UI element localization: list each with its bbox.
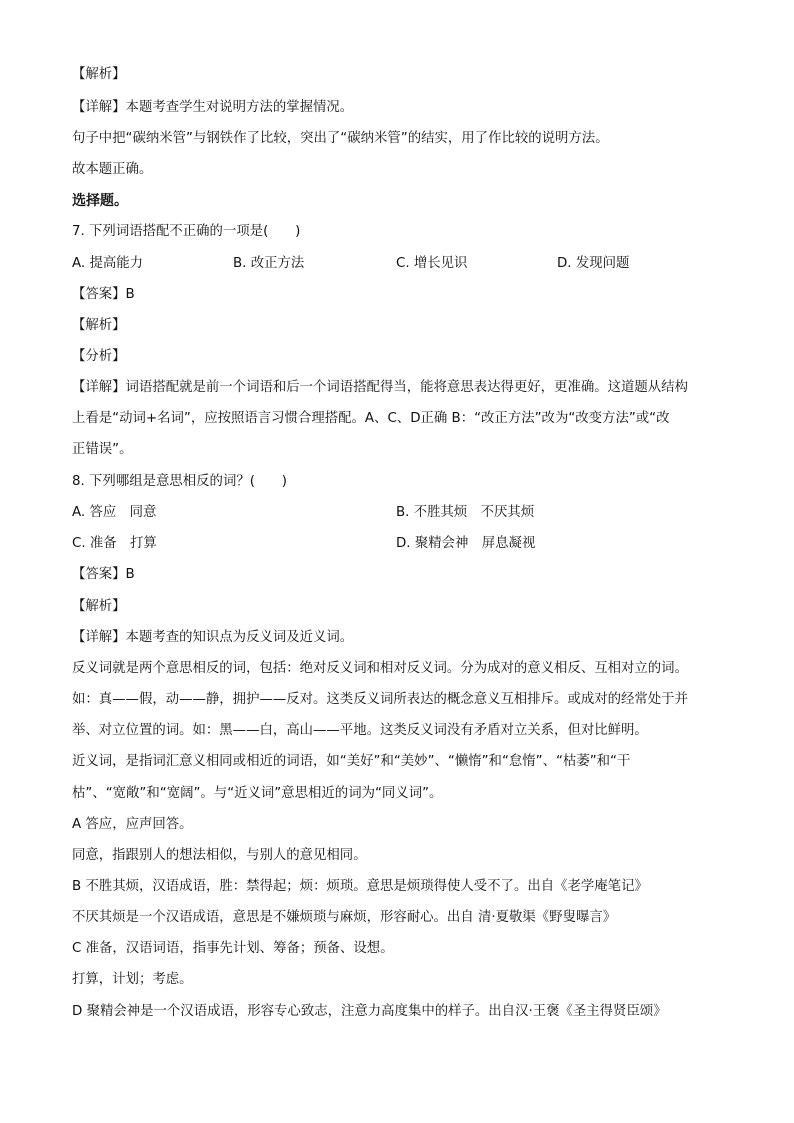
q7-analysis-sub-label: 【分析】 [72,349,126,364]
q8-body-line: 同意，指跟别人的想法相似，与别人的意见相同。 [72,848,367,863]
analysis-label: 【解析】 [72,67,126,82]
q8-option-c: C. 准备 打算 [72,536,157,551]
q7-option-b: B. 改正方法 [233,256,305,271]
q8-body-line: 反义词就是两个意思相反的词，包括：绝对反义词和相对反义词。分为成对的意义相反、互相对立的词。 [72,661,688,676]
q8-body-line: 打算，计划；考虑。 [72,972,193,987]
q8-body-line: D 聚精会神是一个汉语成语，形容专心致志，注意力高度集中的样子。出自汉·王褒《圣主得贤臣颂》 [72,1004,667,1019]
question-8-stem: 8. 下列哪组是意思相反的词？( ) [72,474,287,489]
q8-body-line: 近义词，是指词汇意义相同或相近的词语，如“美好”和“美妙”、“懒惰”和“怠惰”、“枯萎”和“干 [72,754,631,769]
q8-answer: 【答案】B [72,567,135,582]
q7-option-c: C. 增长见识 [396,256,468,271]
explanation-line: 句子中把“碳纳米管”与钢铁作了比较，突出了“碳纳米管”的结实，用了作比较的说明方法。 [72,131,609,146]
section-title: 选择题。 [72,193,128,209]
q7-detail-line: 【详解】词语搭配就是前一个词语和后一个词语搭配得当，能将意思表达得更好，更准确。这道题从结构 [72,380,688,395]
q8-option-b: B. 不胜其烦 不厌其烦 [396,505,535,520]
q8-body-line: B 不胜其烦，汉语成语，胜：禁得起；烦：烦琐。意思是烦琐得使人受不了。出自《老学庵笔记》 [72,879,648,894]
q7-answer: 【答案】B [72,287,135,302]
question-7-stem: 7. 下列词语搭配不正确的一项是( ) [72,224,301,239]
conclusion-line: 故本题正确。 [72,162,153,177]
q8-body-line: 枯”、“宽敞”和“宽阔”。与“近义词”意思相近的词为“同义词”。 [72,786,443,801]
q8-body-line: 【详解】本题考查的知识点为反义词及近义词。 [72,630,354,645]
q8-body-line: A 答应，应声回答。 [72,817,193,832]
q7-detail-line: 上看是“动词+名词”，应按照语言习惯合理搭配。A、C、D正确 B：“改正方法”改为“改变方法”或“改 [72,411,670,426]
q8-body-line: C 准备，汉语词语，指事先计划、筹备；预备、设想。 [72,941,394,956]
q8-body-line: 不厌其烦是一个汉语成语，意思是不嫌烦琐与麻烦，形容耐心。出自 清·夏敬渠《野叟曝言》 [72,910,617,925]
q8-analysis-label: 【解析】 [72,599,126,614]
detail-label-line: 【详解】本题考查学生对说明方法的掌握情况。 [72,100,354,115]
q7-detail-line: 正错误”。 [72,442,133,457]
q8-body-line: 如：真——假，动——静，拥护——反对。这类反义词所表达的概念意义互相排斥。或成对的经常处于并 [72,692,688,707]
q7-option-d: D. 发现问题 [557,256,630,271]
q8-option-a: A. 答应 同意 [72,505,157,520]
q8-option-d: D. 聚精会神 屏息凝视 [396,536,536,551]
q8-body-line: 举、对立位置的词。如：黑——白，高山——平地。这类反义词没有矛盾对立关系，但对比鲜明。 [72,723,648,738]
q7-analysis-label: 【解析】 [72,318,126,333]
q7-option-a: A. 提高能力 [72,256,143,271]
